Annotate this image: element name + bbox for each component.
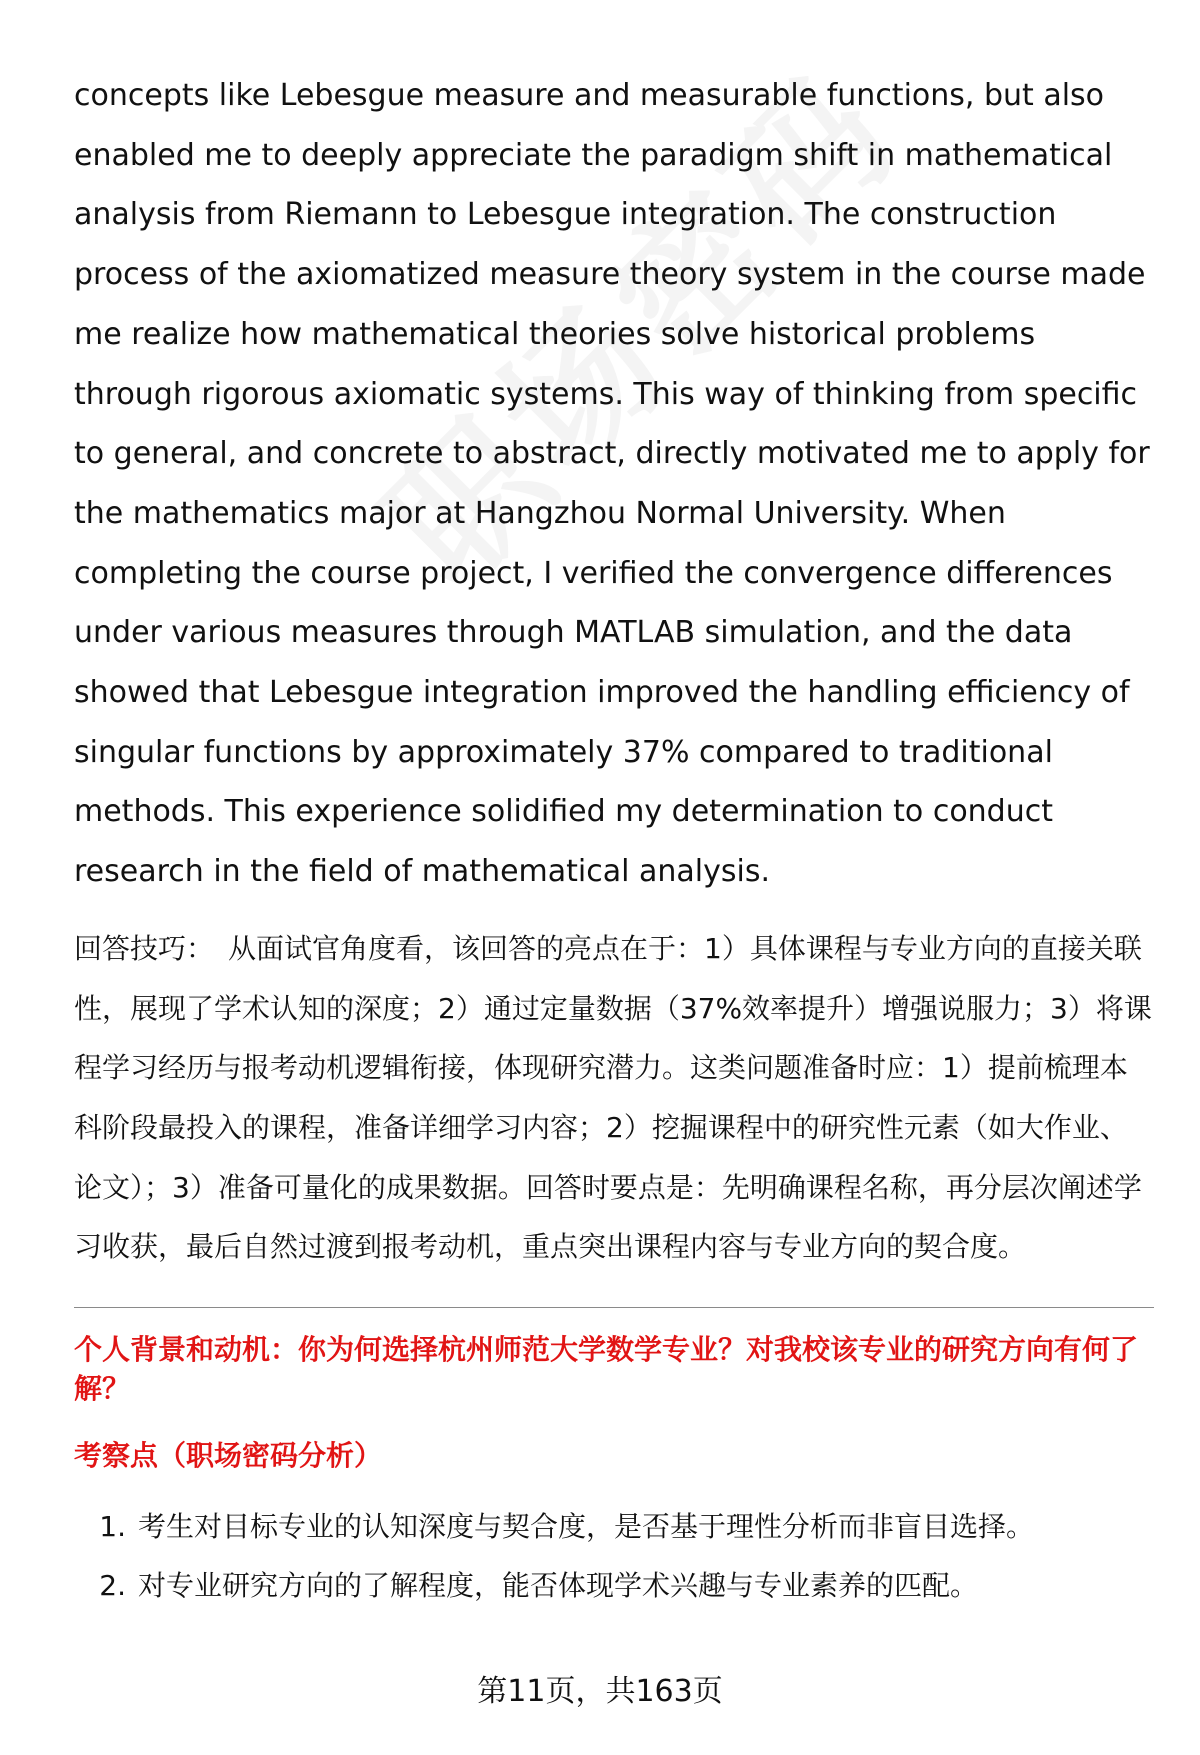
list-item-number: 2. [99, 1569, 126, 1603]
tips-text: 从面试官角度看，该回答的亮点在于：1）具体课程与专业方向的直接关联性，展现了学术认知的深度；2）通过定量数据（37%效率提升）增强说服力；3）将课程学习经历与报考动机逻辑衔接，体现研究潜力。这类问题准备时应：1）提前梳理本科阶段最投入的课程，准备详细学习内容；2）挖掘课程中的研究性元素（如大作业、论文）；3）准备可量化的成果数据。回答时要点是：先明确课程名称，再分层次阐述学习收获，最后自然过渡到报考动机，重点突出课程内容与专业方向的契合度。 [74, 931, 1152, 1264]
answer-tips [74, 919, 1154, 1277]
list-item [74, 1556, 1154, 1615]
section-divider [74, 1307, 1154, 1308]
list-item-number: 1. [99, 1510, 126, 1544]
tips-label: 回答技巧： [74, 931, 215, 965]
list-item [74, 1497, 1154, 1556]
page-footer: 第11页，共163页 [477, 1674, 723, 1709]
page-content [74, 66, 1154, 1615]
question-heading: 个人背景和动机：你为何选择杭州师范大学数学专业？对我校该专业的研究方向有何了解？ [74, 1333, 1139, 1406]
list-item-text: 考生对目标专业的认知深度与契合度，是否基于理性分析而非盲目选择。 [138, 1510, 1035, 1544]
answer-paragraph: concepts like Lebesgue measure and measurable functions, but also enabled me to deeply appreciate the paradigm shift in mathematical analysis from Riemann to Lebesgue integration. The construction process of the axiomatized measure theory system in the course made me realize how mathematical theories solve historical problems through rigorous axiomatic systems. This way of thinking from specific to general, and concrete to abstract, directly motivated me to apply for the mathematics major at Hangzhou Normal University. When completing the course project, I verified the convergence differences under various measures through MATLAB simulation, and the data showed that Lebesgue integration improved the handling efficiency of singular functions by approximately 37% compared to traditional methods. This experience solidified my determination to conduct research in the field of mathematical analysis. [74, 78, 1150, 890]
assessment-list [74, 1497, 1154, 1615]
list-item-text: 对专业研究方向的了解程度，能否体现学术兴趣与专业素养的匹配。 [138, 1569, 979, 1603]
assessment-heading: 考察点（职场密码分析） [74, 1439, 383, 1473]
